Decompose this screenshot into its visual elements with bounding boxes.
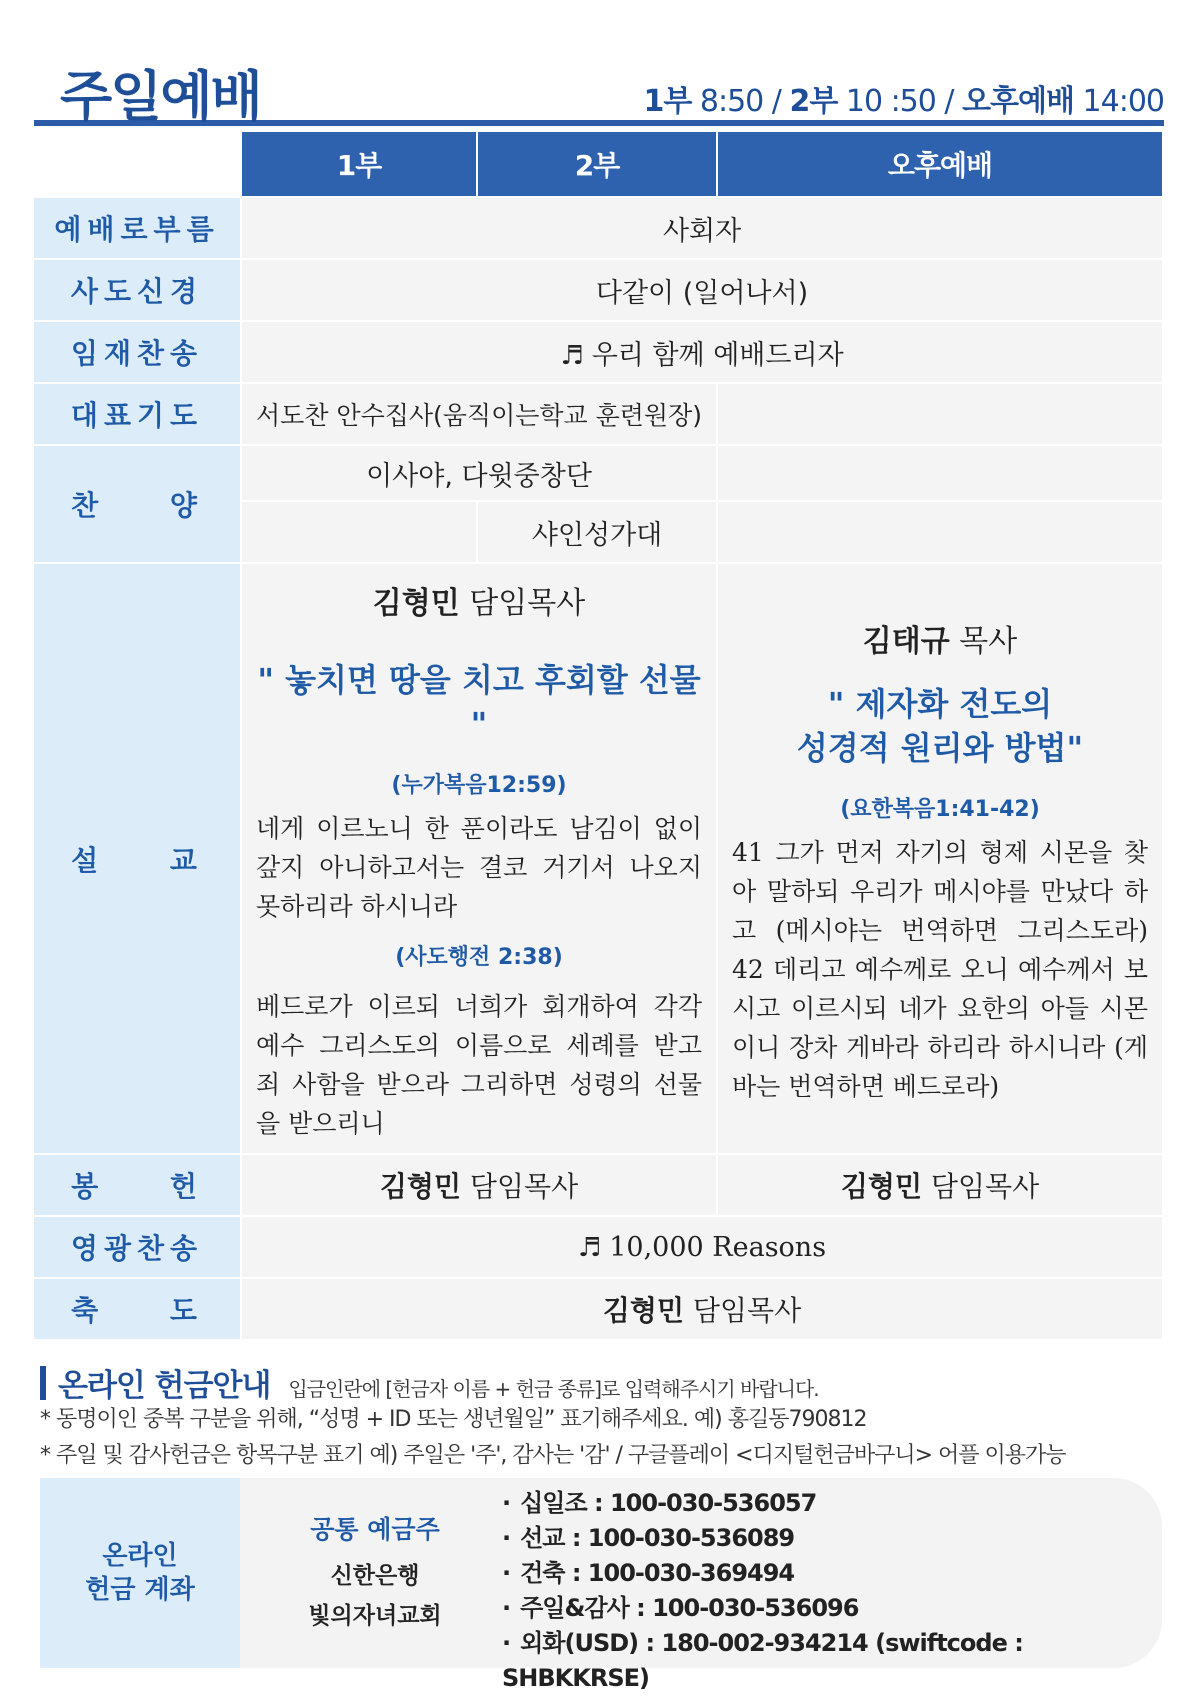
- sermon-right-scripture: 41 그가 먼저 자기의 형제 시몬을 찾아 말하되 우리가 메시야를 만났다 하고 (메시야는 번역하면 그리스도라) 42 데리고 예수께로 오니 예수께서 보시고 이르시되 네가 요한의 아들 시몬이니 장차 게바라 하리라 하시니라 (게바는 번역하면 베드로라): [732, 837, 1148, 1101]
- sermon-left-scripture-2: 베드로가 이르되 너희가 회개하여 각각 예수 그리스도의 이름으로 세례를 받고 죄 사함을 받으라 그리하면 성령의 선물을 받으리니: [256, 992, 702, 1138]
- sermon-right-ref: (요한복음1:41-42): [840, 796, 1040, 822]
- preacher-name: 김태규: [862, 623, 950, 659]
- heading-bar: [40, 1366, 46, 1400]
- page-title: 주일예배: [60, 65, 261, 128]
- music-note-icon: ♬: [560, 340, 584, 371]
- column-header-2: 2부: [478, 132, 718, 198]
- account-box: [40, 1478, 1162, 1692]
- sermon-label-text: 설 교: [71, 843, 203, 877]
- praise-label-text: 찬 양: [71, 489, 203, 522]
- account-label-line-1: 온라인: [102, 1541, 178, 1571]
- giving-note-1: * 동명이인 중복 구분을 위해, “성명 + ID 또는 생년월일” 표기해주세요. 예) 홍길동790812: [40, 1407, 867, 1432]
- sermon-right-title-line-1: " 제자화 전도의: [827, 684, 1053, 723]
- sermon-right-title-line-2: 성경적 원리와 방법": [796, 728, 1084, 767]
- account-item: · 건축 : 100-030-369494: [502, 1556, 1162, 1591]
- schedule-1-time: 8:50: [699, 84, 764, 119]
- doxology-content: 10,000 Reasons: [609, 1231, 827, 1263]
- holder-bank: 신한은행: [330, 1563, 420, 1589]
- account-label-line-2: 헌금 계좌: [85, 1575, 195, 1605]
- schedule-3-time: 14:00: [1082, 84, 1164, 119]
- offering-right-name: 김형민: [840, 1170, 923, 1203]
- schedule-2-label: 2부: [789, 84, 838, 119]
- row-label-creed: 사도신경: [34, 260, 242, 322]
- service-schedule: [643, 76, 1164, 120]
- offering-left-name: 김형민: [379, 1170, 462, 1203]
- account-label: [40, 1478, 240, 1668]
- sermon-left-scripture-1: 네게 이르노니 한 푼이라도 남김이 없이 갚지 아니하고서는 결코 거기서 나오지 못하리라 하시니라: [256, 814, 702, 921]
- praise-content-2: 샤인성가대: [478, 502, 718, 564]
- preacher-title: 목사: [959, 623, 1018, 659]
- row-label-benediction: [34, 1279, 242, 1341]
- offering-right-title: 담임목사: [930, 1170, 1040, 1203]
- page-header: [34, 50, 1164, 126]
- praise-afternoon-empty: [718, 446, 1164, 502]
- row-label-doxology: 영광찬송: [34, 1217, 242, 1279]
- row-label-call-to-worship: 예배로부름: [34, 198, 242, 260]
- schedule-1-label: 1부: [643, 84, 692, 119]
- giving-heading: [40, 1360, 819, 1405]
- prayer-content: 서도찬 안수집사(움직이는학교 훈련원장): [242, 384, 718, 446]
- worship-order-table: [34, 132, 1164, 1341]
- column-header-afternoon: 오후예배: [718, 132, 1164, 198]
- sermon-left-ref-2: (사도행전 2:38): [395, 945, 563, 970]
- account-item: · 십일조 : 100-030-536057: [502, 1486, 1162, 1521]
- sermon-left-title: " 놓치면 땅을 치고 후회할 선물 ": [257, 661, 701, 743]
- row-label-hymn: 임재찬송: [34, 322, 242, 384]
- holder-title: 공통 예금주: [310, 1515, 440, 1544]
- giving-notes: [40, 1402, 1066, 1474]
- row-label-praise: [34, 446, 242, 564]
- preacher-name: 김형민: [372, 586, 460, 621]
- row-label-prayer: 대표기도: [34, 384, 242, 446]
- sermon-right-preacher: [732, 616, 1148, 660]
- hymn-content: 우리 함께 예배드리자: [591, 339, 844, 371]
- giving-note-2: * 주일 및 감사헌금은 항목구분 표기 예) 주일은 '주', 감사는 '감' / 구글플레이 <디지털헌금바구니> 어플 이용가능: [40, 1443, 1066, 1468]
- hymn-cell: [242, 322, 1164, 384]
- praise-afternoon-empty-2: [718, 502, 1164, 564]
- row-label-sermon: [34, 564, 242, 1155]
- doxology-cell: [242, 1217, 1164, 1279]
- benediction-content: [242, 1279, 1164, 1341]
- creed-content: 다같이 (일어나서): [242, 260, 1164, 322]
- benediction-name: 김형민: [602, 1294, 685, 1327]
- account-item: · 선교 : 100-030-536089: [502, 1521, 1162, 1556]
- offering-left: [242, 1155, 718, 1217]
- column-header-1: 1부: [242, 132, 478, 198]
- account-list: [502, 1486, 1162, 1692]
- offering-label-text: 봉 헌: [71, 1170, 203, 1203]
- sermon-right: [718, 564, 1164, 1155]
- account-holder: [240, 1478, 510, 1668]
- sermon-left-preacher: [256, 578, 702, 622]
- sermon-left-ref-1: (누가복음12:59): [391, 773, 567, 798]
- prayer-afternoon-empty: [718, 384, 1164, 446]
- sermon-right-title: [732, 682, 1148, 770]
- benediction-title: 담임목사: [692, 1294, 802, 1327]
- praise-1bu-empty: [242, 502, 478, 564]
- music-note-icon: ♬: [577, 1232, 602, 1263]
- schedule-2-time: 10 :50: [845, 84, 936, 119]
- sermon-left: [242, 564, 718, 1155]
- giving-title: 온라인 헌금안내: [58, 1368, 271, 1404]
- preacher-title: 담임목사: [469, 586, 586, 621]
- giving-description: 입금인란에 [헌금자 이름 + 헌금 종류]로 입력해주시기 바랍니다.: [288, 1377, 819, 1401]
- table-corner: [34, 132, 242, 198]
- schedule-separator: /: [771, 84, 781, 119]
- account-item: · 주일&감사 : 100-030-536096: [502, 1591, 1162, 1626]
- benediction-label-text: 축 도: [71, 1294, 203, 1327]
- praise-content-1: 이사야, 다윗중창단: [242, 446, 718, 502]
- offering-left-title: 담임목사: [469, 1170, 579, 1203]
- row-label-offering: [34, 1155, 242, 1217]
- schedule-separator: /: [944, 84, 954, 119]
- call-to-worship-content: 사회자: [242, 198, 1164, 260]
- offering-right: [718, 1155, 1164, 1217]
- holder-church: 빛의자녀교회: [308, 1603, 442, 1629]
- schedule-3-label: 오후예배: [962, 84, 1074, 119]
- account-item: · 외화(USD) : 180-002-934214 (swiftcode : SHBKKRSE): [502, 1626, 1162, 1661]
